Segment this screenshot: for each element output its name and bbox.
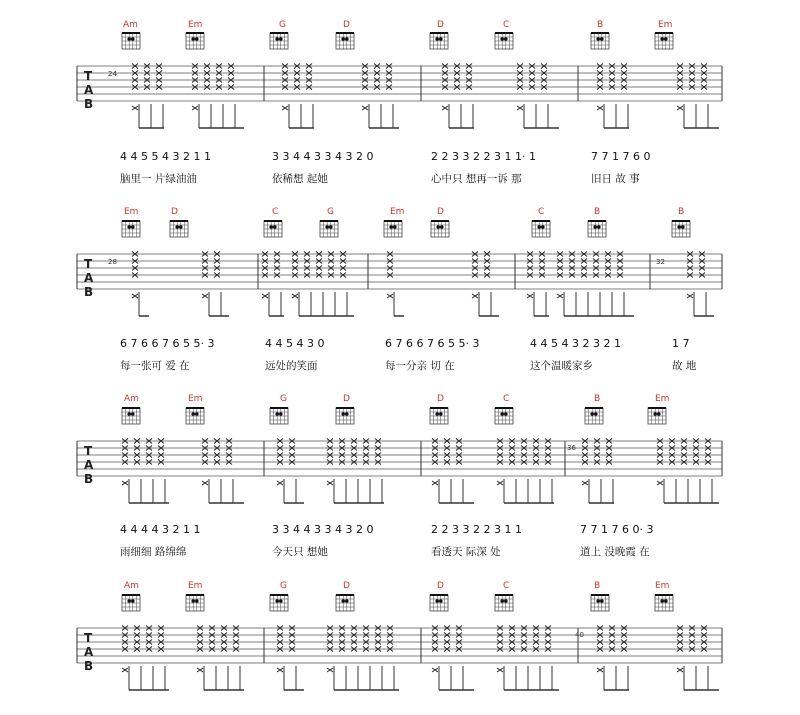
chord-dot xyxy=(436,225,440,229)
chord-dot xyxy=(341,599,345,603)
chord-label: G xyxy=(279,20,286,30)
chord-label: D xyxy=(171,207,178,217)
chord-dot xyxy=(500,599,504,603)
chord-label: C xyxy=(503,20,510,30)
chord-dot xyxy=(439,37,443,41)
tab-bass-mark xyxy=(277,668,283,672)
chord-dot xyxy=(279,599,283,603)
chord-dot xyxy=(341,37,345,41)
tab-letter-b: B xyxy=(84,285,94,299)
chord-dot xyxy=(439,412,443,416)
bar-number: 40 xyxy=(575,631,584,639)
chord-label: C xyxy=(538,207,545,217)
chord-dot xyxy=(191,37,195,41)
chord-label: D xyxy=(437,394,444,404)
tab-letter-a: A xyxy=(84,645,94,659)
chord-label: D xyxy=(343,581,350,591)
tab-bass-mark xyxy=(197,668,203,672)
chord-label: Em xyxy=(658,20,673,30)
chord-label: Em xyxy=(188,20,203,30)
chord-dot xyxy=(345,412,349,416)
chord-label: Am xyxy=(124,394,139,404)
chord-dot xyxy=(175,225,179,229)
tab-bass-mark xyxy=(387,294,393,298)
lyric-line: 每一张可 爱 在 xyxy=(120,360,190,372)
chord-dot xyxy=(594,412,598,416)
tab-letter-b: B xyxy=(84,472,94,486)
tab-bass-mark xyxy=(202,294,208,298)
chord-dot xyxy=(681,225,685,229)
chord-label: B xyxy=(678,207,685,217)
chord-dot xyxy=(435,412,439,416)
chord-dot xyxy=(537,225,541,229)
chord-label: D xyxy=(343,20,350,30)
chord-dot xyxy=(389,225,393,229)
chord-label: B xyxy=(594,394,601,404)
chord-label: Am xyxy=(123,20,138,30)
chord-dot xyxy=(596,37,600,41)
tab-letter-a: A xyxy=(84,83,94,97)
chord-label: D xyxy=(437,20,444,30)
jianpu-notation: 4 4 5 5 4 3 2 1 1 xyxy=(120,150,211,163)
jianpu-notation: 6 7 6 6 7 6 5 5· 3 xyxy=(385,337,480,350)
chord-dot xyxy=(660,37,664,41)
lyric-line: 看透天 际深 处 xyxy=(431,546,501,558)
bar-number: 24 xyxy=(108,70,117,78)
chord-dot xyxy=(127,225,131,229)
lyric-line: 远处的笑面 xyxy=(265,360,318,372)
tab-bass-mark xyxy=(497,668,503,672)
tab-bass-mark xyxy=(657,481,663,485)
tab-letter-t: T xyxy=(84,257,93,271)
tab-bass-mark xyxy=(497,481,503,485)
chord-label: Em xyxy=(188,394,203,404)
lyric-line: 这个温暖家乡 xyxy=(530,360,593,372)
tab-bass-mark xyxy=(327,481,333,485)
lyric-line: 故 地 xyxy=(672,360,697,372)
tab-bass-mark xyxy=(262,294,268,298)
tab-bass-mark xyxy=(362,106,368,110)
chord-label: D xyxy=(343,394,350,404)
chord-dot xyxy=(653,412,657,416)
tab-bass-mark xyxy=(527,294,533,298)
chord-dot xyxy=(504,412,508,416)
chord-dot xyxy=(677,225,681,229)
jianpu-notation: 3 3 4 4 3 3 4 3 2 0 xyxy=(272,523,374,536)
tab-bass-mark xyxy=(557,294,563,298)
chord-dot xyxy=(590,412,594,416)
tab-bass-mark xyxy=(442,106,448,110)
chord-dot xyxy=(500,37,504,41)
chord-dot xyxy=(664,37,668,41)
tab-bass-mark xyxy=(202,481,208,485)
chord-label: Em xyxy=(188,581,203,591)
tab-letter-t: T xyxy=(84,631,93,645)
chord-dot xyxy=(504,599,508,603)
tab-bass-mark xyxy=(277,481,283,485)
chord-dot xyxy=(393,225,397,229)
chord-dot xyxy=(279,37,283,41)
chord-dot xyxy=(195,37,199,41)
tab-bass-mark xyxy=(517,106,523,110)
tab-bass-mark xyxy=(432,668,438,672)
tab-bass-mark xyxy=(192,106,198,110)
chord-dot xyxy=(600,37,604,41)
chord-label: Em xyxy=(655,581,670,591)
tab-bass-mark xyxy=(132,294,138,298)
chord-dot xyxy=(504,37,508,41)
tab-letter-a: A xyxy=(84,458,94,472)
chord-dot xyxy=(500,412,504,416)
tab-bass-mark xyxy=(432,481,438,485)
tab-bass-mark xyxy=(292,294,298,298)
jianpu-notation: 7 7 1 7 6 0 xyxy=(591,150,651,163)
chord-dot xyxy=(191,412,195,416)
tab-letter-a: A xyxy=(84,271,94,285)
tab-bass-mark xyxy=(122,668,128,672)
tab-bass-mark xyxy=(132,106,138,110)
chord-dot xyxy=(131,37,135,41)
tab-letter-t: T xyxy=(84,444,93,458)
lyric-line: 脑里一 片绿油油 xyxy=(120,173,197,185)
tab-bass-mark xyxy=(582,481,588,485)
lyric-line: 旧日 故 事 xyxy=(591,173,640,185)
chord-dot xyxy=(269,225,273,229)
tab-bass-mark xyxy=(677,668,683,672)
jianpu-notation: 1 7 xyxy=(672,337,690,350)
chord-label: B xyxy=(594,581,601,591)
chord-label: G xyxy=(280,581,287,591)
chord-label: Em xyxy=(390,207,405,217)
chord-dot xyxy=(597,225,601,229)
jianpu-notation: 2 2 3 3 2 2 3 1 1· 1 xyxy=(431,150,536,163)
chord-dot xyxy=(275,37,279,41)
chord-dot xyxy=(341,412,345,416)
chord-dot xyxy=(273,225,277,229)
chord-label: C xyxy=(503,581,510,591)
chord-dot xyxy=(345,37,349,41)
chord-dot xyxy=(179,225,183,229)
tab-letter-t: T xyxy=(84,69,93,83)
chord-dot xyxy=(275,412,279,416)
lyric-line: 今天只 想她 xyxy=(272,546,328,558)
tab-bass-mark xyxy=(472,294,478,298)
chord-dot xyxy=(329,225,333,229)
bar-number: 28 xyxy=(108,258,117,266)
chord-dot xyxy=(127,37,131,41)
chord-dot xyxy=(541,225,545,229)
chord-dot xyxy=(435,37,439,41)
jianpu-notation: 4 4 5 4 3 2 3 2 1 xyxy=(530,337,621,350)
chord-label: B xyxy=(597,20,604,30)
tab-bass-mark xyxy=(122,481,128,485)
bar-number: 32 xyxy=(656,258,665,266)
chord-dot xyxy=(131,225,135,229)
chord-label: C xyxy=(503,394,510,404)
lyric-line: 依稀想 起她 xyxy=(272,173,328,185)
chord-label: G xyxy=(280,394,287,404)
lyric-line: 心中只 想再一诉 那 xyxy=(431,173,522,185)
chord-dot xyxy=(435,599,439,603)
chord-dot xyxy=(275,599,279,603)
tab-bass-mark xyxy=(687,294,693,298)
chord-label: Em xyxy=(655,394,670,404)
chord-dot xyxy=(279,412,283,416)
bar-number: 36 xyxy=(567,444,576,452)
tab-bass-mark xyxy=(597,106,603,110)
jianpu-notation: 2 2 3 3 2 2 3 1 1 xyxy=(431,523,522,536)
lyric-line: 雨细细 路绵绵 xyxy=(120,546,187,558)
tab-bass-mark xyxy=(597,668,603,672)
chord-dot xyxy=(345,599,349,603)
chord-dot xyxy=(660,599,664,603)
chord-dot xyxy=(440,225,444,229)
chord-dot xyxy=(191,599,195,603)
chord-label: Am xyxy=(124,581,139,591)
chord-label: G xyxy=(327,207,334,217)
tab-bass-mark xyxy=(282,106,288,110)
chord-label: D xyxy=(437,207,444,217)
lyric-line: 道上 没晚霞 在 xyxy=(580,546,650,558)
tab-bass-mark xyxy=(327,668,333,672)
chord-dot xyxy=(131,599,135,603)
chord-dot xyxy=(127,412,131,416)
chord-dot xyxy=(596,599,600,603)
tab-letter-b: B xyxy=(84,97,94,111)
chord-dot xyxy=(657,412,661,416)
chord-dot xyxy=(195,412,199,416)
tab-bass-mark xyxy=(677,106,683,110)
lyric-line: 每一分亲 切 在 xyxy=(385,360,455,372)
jianpu-notation: 4 4 4 4 3 2 1 1 xyxy=(120,523,201,536)
chord-dot xyxy=(131,412,135,416)
chord-dot xyxy=(600,599,604,603)
chord-dot xyxy=(127,599,131,603)
tab-letter-b: B xyxy=(84,659,94,673)
chord-dot xyxy=(195,599,199,603)
jianpu-notation: 4 4 5 4 3 0 xyxy=(265,337,325,350)
chord-label: D xyxy=(437,581,444,591)
chord-label: B xyxy=(594,207,601,217)
chord-label: C xyxy=(272,207,279,217)
chord-dot xyxy=(439,599,443,603)
jianpu-notation: 7 7 1 7 6 0· 3 xyxy=(580,523,654,536)
chord-label: Em xyxy=(124,207,139,217)
chord-dot xyxy=(325,225,329,229)
chord-dot xyxy=(593,225,597,229)
jianpu-notation: 6 7 6 6 7 6 5 5· 3 xyxy=(120,337,215,350)
chord-dot xyxy=(664,599,668,603)
jianpu-notation: 3 3 4 4 3 3 4 3 2 0 xyxy=(272,150,374,163)
